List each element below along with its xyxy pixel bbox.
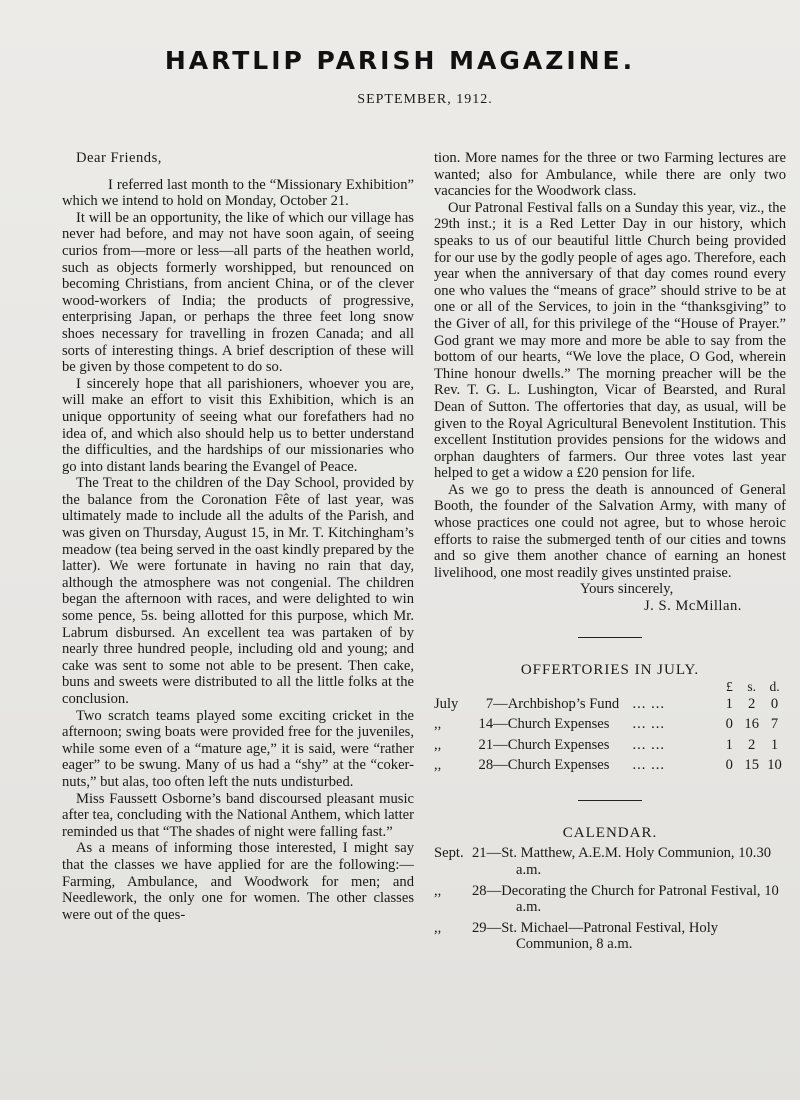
calendar-month: ,,: [434, 919, 442, 936]
calendar-row: [434, 845, 786, 882]
column-header: d.: [769, 679, 780, 695]
table-row: [434, 716, 786, 737]
letter-paragraph: I sincerely hope that all parishioners, whoever you are, will make an effort to visit this Exhibition, which is an unique opportunity of seeing what our forefathers had no idea of, and which also should help us to better understand the difficulties, and the hardships of our missionaries who go into distant lands bearing the Evangel of Peace.: [62, 375, 414, 475]
row-leader: ... ...: [632, 695, 666, 712]
row-pence: 10: [767, 757, 782, 774]
letter-paragraph: As we go to press the death is announced of General Booth, the founder of the Salvation Army, with many of whose practices one could not agree, but to whose heroic efforts to raise the submerged tenth of our cities and towns and so give them another chance of earning an honest livelihood, one most readily gives unstinted praise.: [434, 481, 786, 581]
divider: [578, 637, 642, 638]
row-pence: 0: [770, 695, 779, 712]
row-pounds: 1: [725, 736, 733, 753]
letter-paragraph: tion. More names for the three or two Farming lectures are wanted; also for Ambulance, while there are only two vacancies for the Woodwork class.: [434, 150, 786, 200]
row-shillings: 16: [744, 716, 759, 733]
row-pounds: 1: [725, 695, 733, 712]
row-leader: ... ...: [632, 716, 666, 733]
divider: [578, 800, 642, 801]
calendar-entry: 28—Decorating the Church for Patronal Festival, 10 a.m.: [472, 882, 779, 916]
magazine-title: HARTLIP PARISH MAGAZINE.: [164, 46, 636, 75]
row-month: ,,: [434, 757, 442, 774]
calendar-title: CALENDAR.: [562, 824, 658, 841]
letter-paragraph: Our Patronal Festival falls on a Sunday this year, viz., the 29th inst.; it is a Red Letter Day in our history, which speaks to us of our beautiful little Church being provided for our use by the godly people of ages ago. Therefore, each year when the anniversary of that day comes round every one who values the “means of grace” should strive to be at one or all of the Services, to join in the “thanksgiving” to the Giver of all, for this privilege of the “House of Prayer.” God grant we may more and more be able to say from the bottom of our hearts, “We love the place, O God, wherein Thine honour dwells.” The morning preacher will be the Rev. T. G. L. Lushington, Vicar of Bearsted, and Rural Dean of Sutton. The offertories that day, as usual, will be given to the Royal Agricultural Benevolent Institution. This excellent Institution provides pensions for the widows and orphan daughters of farmers. Our three votes last year helped to get a widow a £20 pension for life.: [434, 199, 786, 482]
row-shillings: 2: [748, 695, 756, 712]
calendar-row: [434, 920, 786, 957]
right-column: [434, 150, 786, 957]
letter-paragraph: Two scratch teams played some exciting cricket in the afternoon; swing boats were provided free for the juveniles, while some even of a “mature age,” it is said, were “rather eager” to be swung. Many of us had a “shy” at the “coker-nuts,” but alas, too often left the nuts undisturbed.: [62, 707, 414, 790]
calendar-month: Sept.: [434, 845, 464, 862]
letter-paragraph: I referred last month to the “Missionary Exhibition” which we intend to hold on Monday, October 21.: [62, 176, 414, 210]
row-date: 21: [478, 736, 494, 753]
calendar-month: ,,: [434, 882, 442, 899]
calendar-entry: 21—St. Matthew, A.E.M. Holy Communion, 10.30 a.m.: [472, 845, 772, 878]
signature: J. S. McMillan.: [644, 598, 742, 615]
offertories-title: OFFERTORIES IN JULY.: [520, 661, 700, 678]
row-month: ,,: [434, 716, 442, 733]
letter-paragraph: It will be an opportunity, the like of which our village has never had before, and may not have soon again, of seeing curios from—more or less—all parts of the heathen world, such as objects formerly worshipped, but renounced on becoming Christians, from ancient China, or of the clever wood-workers of India; the products of progressive, enterprising Japan, or perhaps the three feet long snow shoes necessary for travelling in frozen Canada; and all sorts of interesting things. A brief description of these will be given by those competent to do so.: [62, 209, 414, 376]
issue-date: SEPTEMBER, 1912.: [357, 92, 493, 107]
row-leader: ... ...: [632, 757, 666, 774]
row-item: —Church Expenses: [493, 736, 610, 753]
salutation: Dear Friends,: [76, 150, 162, 166]
table-row: [434, 757, 786, 778]
row-item: —Church Expenses: [493, 716, 610, 733]
calendar-entry: 29—St. Michael—Patronal Festival, Holy Communion, 8 a.m.: [472, 919, 719, 953]
row-shillings: 2: [748, 736, 756, 753]
offertories-table: [434, 679, 786, 778]
row-pence: 1: [770, 736, 779, 753]
table-row: [434, 737, 786, 758]
column-header: £: [725, 679, 733, 695]
row-date: 14: [478, 716, 494, 733]
closing: Yours sincerely,: [580, 581, 674, 598]
row-leader: ... ...: [632, 736, 666, 753]
row-month: ,,: [434, 736, 442, 753]
column-header: s.: [747, 679, 757, 695]
row-pounds: 0: [725, 716, 733, 733]
left-column: [62, 150, 414, 923]
calendar-table: [434, 845, 786, 957]
row-item: —Archbishop’s Fund: [493, 695, 620, 712]
row-date: 7: [485, 695, 494, 712]
table-row: [434, 696, 786, 717]
row-date: 28: [478, 757, 494, 774]
calendar-row: [434, 883, 786, 920]
offertories-header-row: [434, 679, 786, 696]
row-shillings: 15: [744, 757, 759, 774]
letter-paragraph: As a means of informing those interested, I might say that the classes we have applied for are the following:—Farming, Ambulance, and Woodwork for men; and Needlework, the only one for women. The other classes were out of the ques-: [62, 840, 414, 923]
row-pounds: 0: [725, 757, 733, 774]
row-month: July: [434, 695, 459, 712]
row-item: —Church Expenses: [493, 757, 610, 774]
row-pence: 7: [770, 716, 779, 733]
letter-paragraph: Miss Faussett Osborne’s band discoursed pleasant music after tea, concluding with the National Anthem, which latter reminded us that “The shades of night were falling fast.”: [62, 790, 414, 840]
letter-paragraph: The Treat to the children of the Day School, provided by the balance from the Coronation Fête of last year, was ultimately made to include all the adults of the Parish, and was given on Thursday, August 15, in Mr. T. Kitchingham’s meadow (tea being served in the oast kindly prepared by the latter). We were fortunate in having no rain that day, although the atmosphere was not congenial. The children began the afternoon with races, and were delighted to win some pence, 5s. being allotted for this purpose, which Mr. Labrum disbursed. An excellent tea was partaken of by nearly three hundred people, including old and young; and cake was sent to some not able to be present. Then cake, buns and sweets were distributed to all the little folks at the conclusion.: [62, 475, 414, 707]
